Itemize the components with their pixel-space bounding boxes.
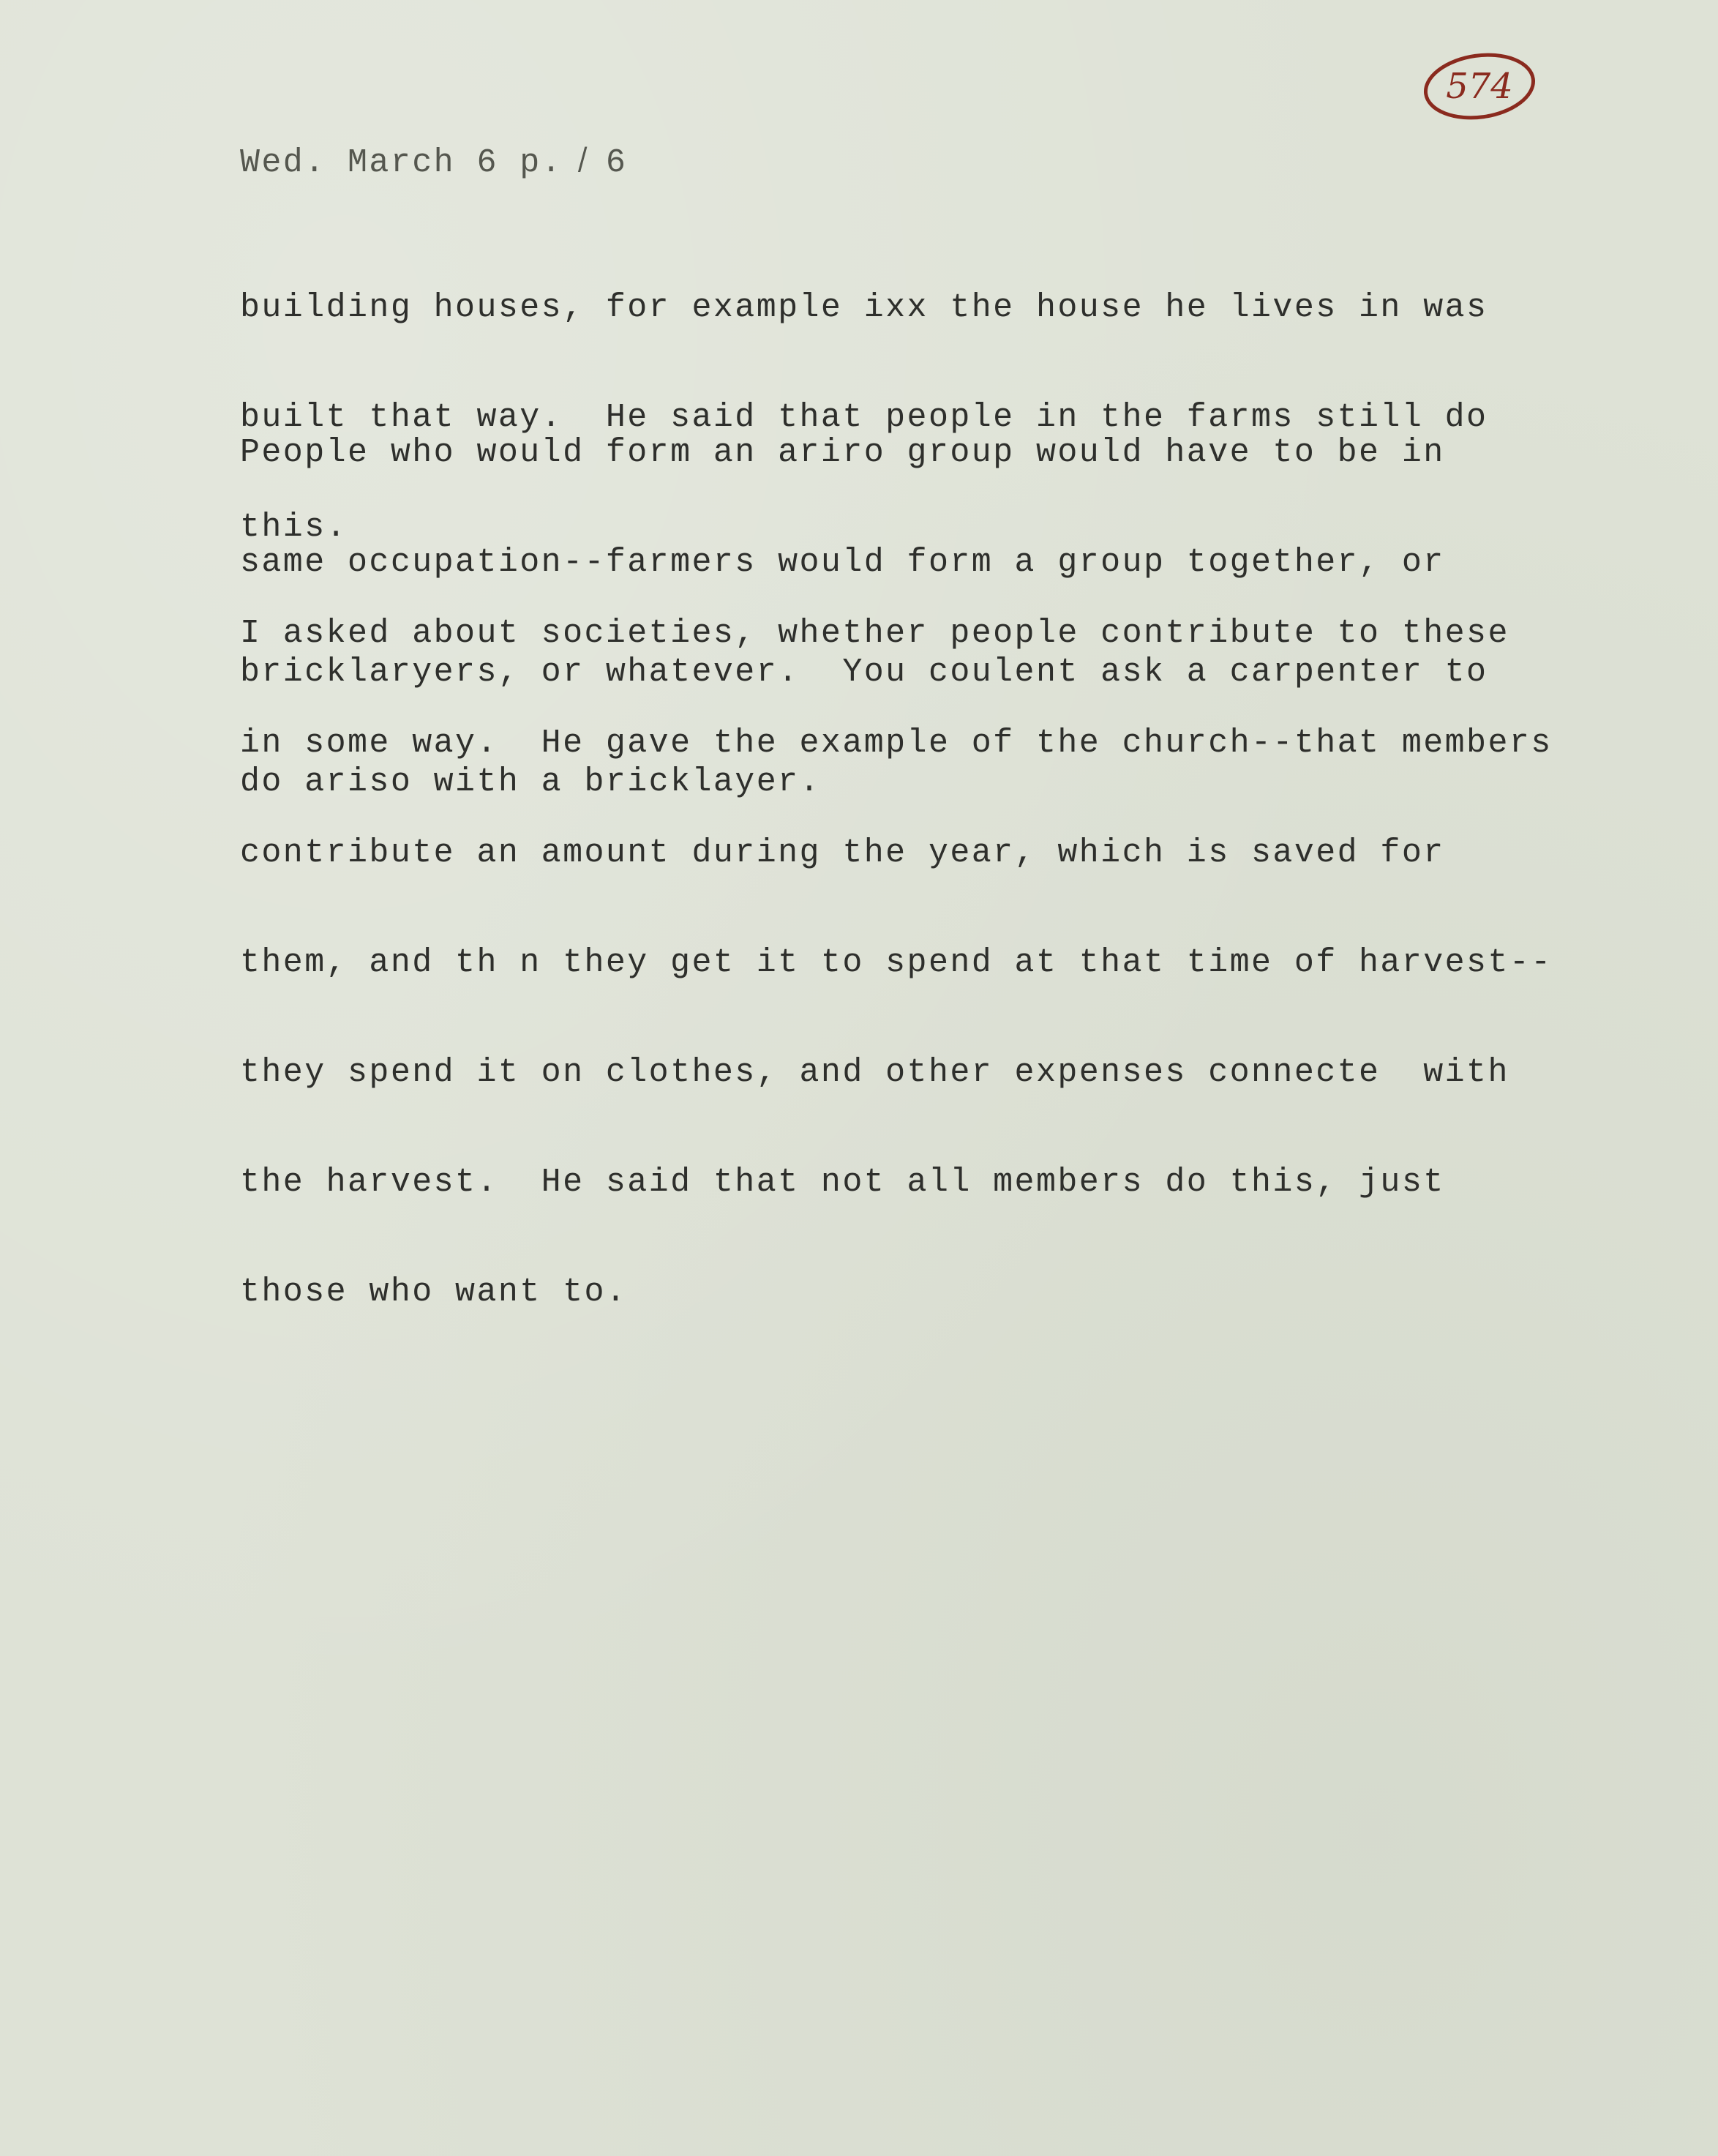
paragraph-line: in some way. He gave the example of the church--that members bbox=[240, 725, 1553, 762]
paragraph-3 bbox=[240, 542, 1674, 1384]
paragraph-line: I asked about societies, whether people contribute to these bbox=[240, 615, 1509, 652]
paragraph-line: bricklaryers, or whatever. You coulent ask a carpenter to bbox=[240, 654, 1488, 691]
paragraph-line: the harvest. He said that not all members do this, just bbox=[240, 1164, 1445, 1201]
paragraph-line: they spend it on clothes, and other expenses connecte with bbox=[240, 1054, 1509, 1091]
page-number-stamp bbox=[1421, 50, 1538, 123]
paragraph-line: contribute an amount during the year, which is saved for bbox=[240, 834, 1445, 872]
stamp-circle-icon bbox=[1421, 50, 1538, 123]
paragraph-line: building houses, for example ixx the house he lives in was bbox=[240, 289, 1488, 326]
paragraph-line: this. bbox=[240, 509, 348, 546]
page-header: Wed. March 6 p. ̸ 6 bbox=[240, 144, 628, 181]
paragraph-line: do ariso with a bricklayer. bbox=[240, 763, 821, 801]
paragraph-line: built that way. He said that people in the farms still do bbox=[240, 399, 1488, 436]
stamp-number: 574 bbox=[1446, 66, 1513, 107]
paragraph-line: those who want to. bbox=[240, 1273, 628, 1311]
paragraph-line: same occupation--farmers would form a group together, or bbox=[240, 544, 1445, 581]
paragraph-line: them, and th n they get it to spend at that time of harvest-- bbox=[240, 944, 1553, 981]
paragraph-line: People who would form an ariro group would have to be in bbox=[240, 434, 1445, 471]
